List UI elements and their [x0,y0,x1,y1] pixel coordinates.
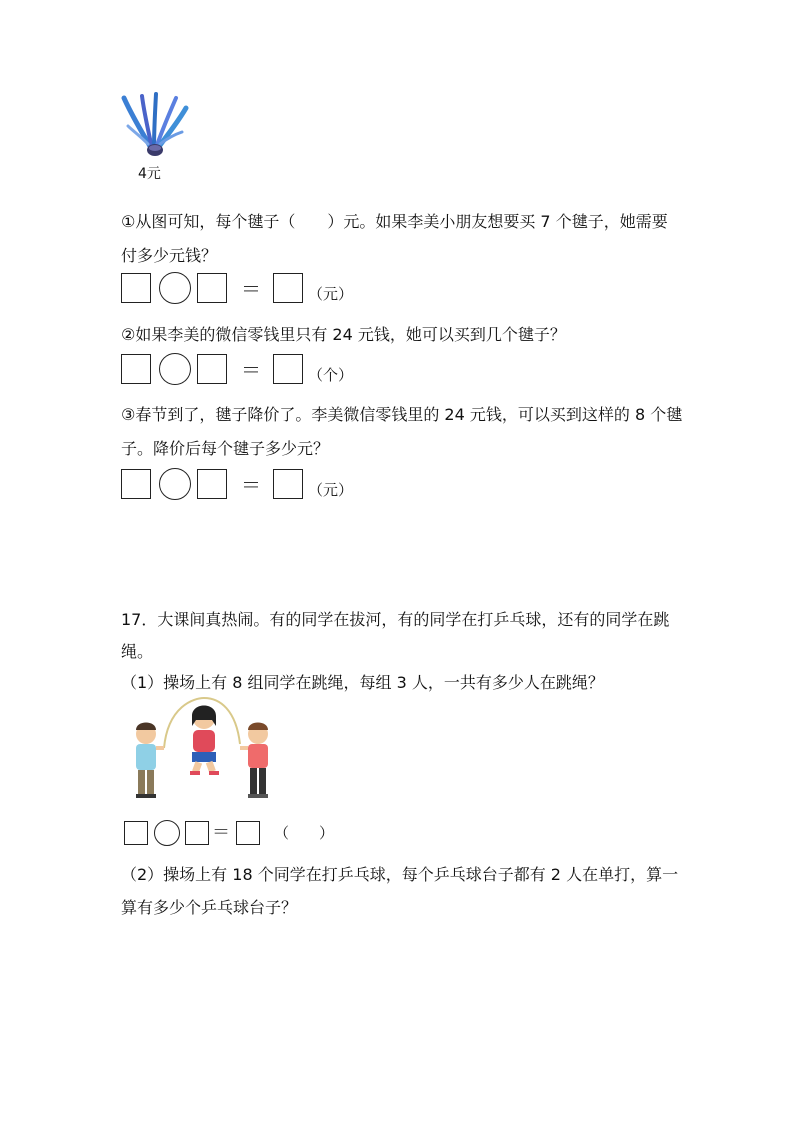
answer-box-2[interactable] [197,354,227,384]
equals-sign: ＝ [212,822,230,843]
operator-circle[interactable] [154,820,180,846]
answer-box-result[interactable] [273,469,303,499]
answer-box-result[interactable] [273,273,303,303]
operator-circle[interactable] [159,468,191,500]
operator-circle[interactable] [159,353,191,385]
answer-box-1[interactable] [121,354,151,384]
q17-part2-line2: 算有多少个乒乓球台子？ [121,898,298,917]
unit-label: （元） [308,285,354,303]
equals-sign: ＝ [241,277,261,301]
answer-box-1[interactable] [124,821,148,845]
answer-box-2[interactable] [197,273,227,303]
q3-text-line2: 子。降价后每个毽子多少元？ [121,439,330,458]
equals-sign: ＝ [241,473,261,497]
operator-circle[interactable] [159,272,191,304]
q17-intro-line2: 绳。 [121,642,154,661]
unit-label: （元） [308,481,354,499]
answer-box-result[interactable] [273,354,303,384]
q2-text-line1: ②如果李美的微信零钱里只有 24 元钱，她可以买到几个毽子？ [121,325,566,344]
answer-box-2[interactable] [185,821,209,845]
q1-text-line2: 付多少元钱？ [121,246,218,265]
answer-box-result[interactable] [236,821,260,845]
q1-text-line1: ①从图可知，每个毽子（ ）元。如果李美小朋友想要买 7 个毽子，她需要 [121,212,668,231]
jump-rope-illustration [124,696,280,804]
answer-blank: （ ） [274,824,335,842]
q3-text-line1: ③春节到了，毽子降价了。李美微信零钱里的 24 元钱，可以买到这样的 8 个毽 [121,405,683,424]
answer-box-1[interactable] [121,469,151,499]
answer-box-1[interactable] [121,273,151,303]
q17-intro-line1: 17．大课间真热闹。有的同学在拔河，有的同学在打乒乓球，还有的同学在跳 [121,610,670,629]
price-label: 4元 [138,166,161,182]
unit-label: （个） [308,366,354,384]
equals-sign: ＝ [241,358,261,382]
q17-part2-line1: （2）操场上有 18 个同学在打乒乓球，每个乒乓球台子都有 2 人在单打，算一 [121,865,679,884]
shuttlecock-image [118,92,192,158]
q17-part1-text: （1）操场上有 8 组同学在跳绳，每组 3 人，一共有多少人在跳绳？ [121,673,604,692]
answer-box-2[interactable] [197,469,227,499]
